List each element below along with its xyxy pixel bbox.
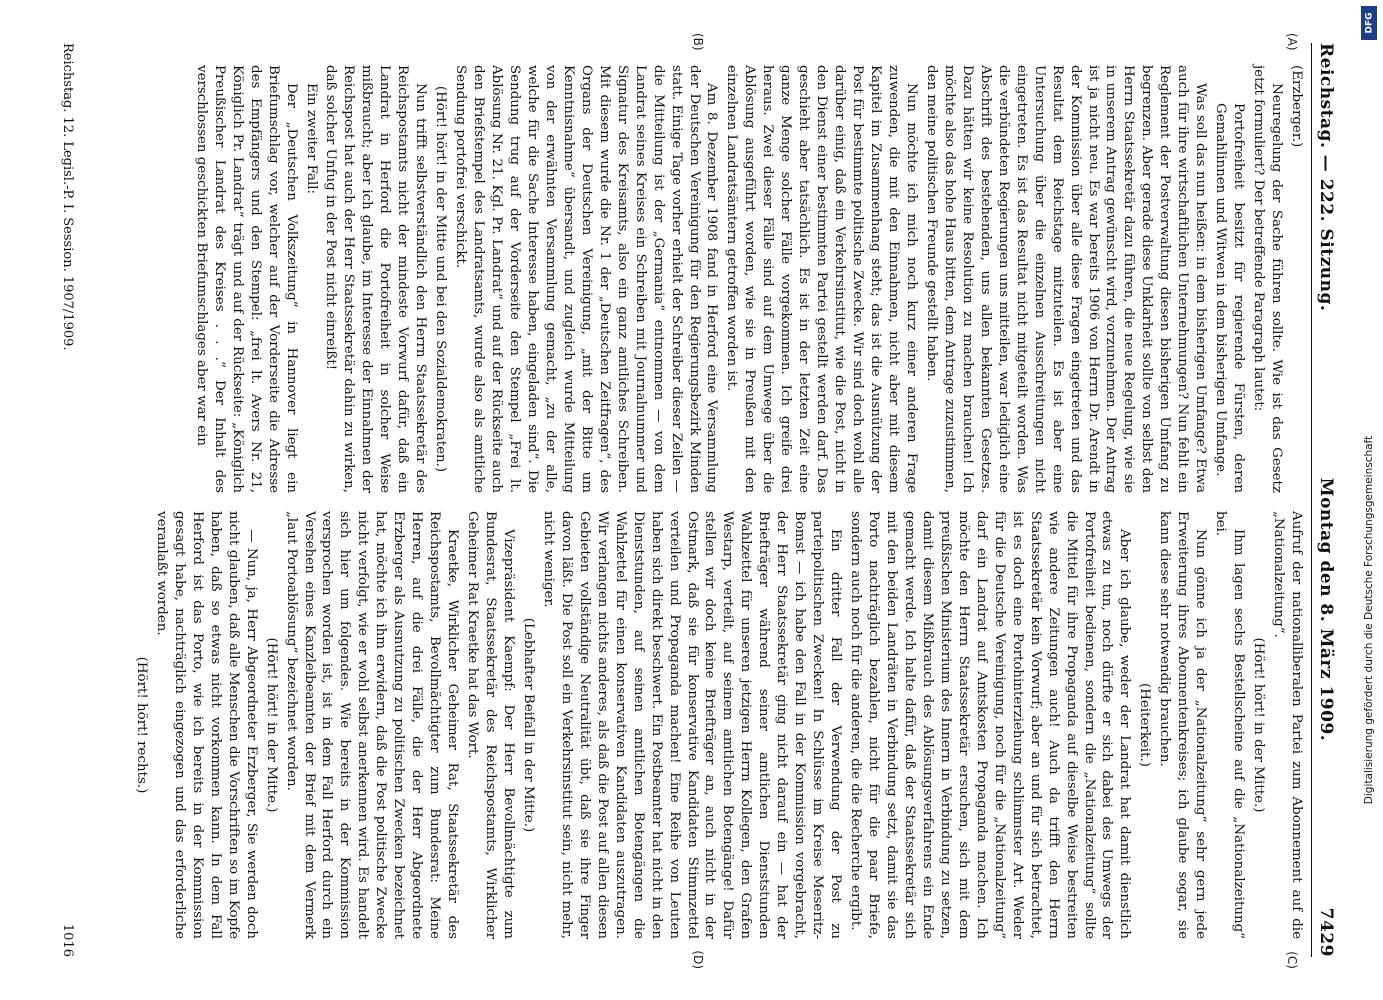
paragraph: Vizepräsident Kaempf: Der Herr Bevollmächtigte zum Bundesrat, Staatssekretär des Reichspostamts, Wirklicher Geheimer Rat Kraetke hat das Wort.	[465, 511, 517, 939]
paragraph: Kraetke, Wirklicher Geheimer Rat, Staatssekretär des Reichspostamts, Bevollmächtigter zum Bundesrat: Meine Herren, auf die drei Fälle, die der Herr Abgeordnete Erzberger als Ausnutzung zu politischen Zwecken bezeichnet hat, möchte ich ihm erwidern, daß die Post politische Zwecke nicht verfolgt, wie er wohl selbst anerkennen wird. Es handelt sich hier um folgendes. Wie bereits in der Kommission versprochen worden ist, ist in dem Fall Herford durch ein Versehen eines Kanzleibeamten der Brief mit dem Vermerk „laut Portoablösung“ bezeichnet worden.	[283, 511, 461, 939]
dfg-funding-note: Digitalisierung gefördert durch die Deutsche Forschungsgemeinschaft	[1363, 435, 1375, 805]
paragraph: — Nun, ja, Herr Abgeordneter Erzberger, Sie werden doch nicht glauben, daß alle Menschen die Vorschriften so im Kopfe haben, daß so etwas nicht vorkommen kann. In dem Fall Herford ist das Porto, wie ich bereits in der Kommission gesagt habe, nachträglich eingezogen und das erforderliche veranlaßt worden.	[153, 511, 259, 939]
paragraph: Der „Deutschen Volkszeitung“ in Hannover liegt ein Briefumschlag vor, welcher auf der Vorderseite die Adresse des Empfängers und den Stempel: „frei lt. Avers Nr. 21, Königlich Pr. Landrat“ trägt und auf der Rückseite: „Königlich Preußischer Landrat des Kreises . . .“ Der Inhalt des verschlossen geschickten Briefumschlages aber war ein	[193, 65, 299, 493]
page-header	[1311, 43, 1345, 957]
interjection: (Heiterkeit.)	[1137, 683, 1153, 767]
interjection: (Hört! hört! in der Mitte.)	[263, 637, 279, 813]
interjection: (Hört! hört! in der Mitte.)	[1251, 637, 1267, 813]
paragraph: Ihm lagen sechs Bestellscheine auf die „Nationalzeitung“ bei.	[1213, 511, 1247, 939]
column-left	[95, 43, 1305, 493]
document-page	[25, 33, 1345, 969]
header-date: Montag den 8. März 1909.	[1316, 477, 1336, 742]
paragraph: Ein dritter Fall der Verwendung der Post zu parteipolitischen Zwecken! In Schlüsse im Kreise Meseritz-Bomst — ich habe den Fall in der Kommission vorgebracht, der Herr Staatssekretär ging nicht darauf ein — hat der Briefträger während seiner amtlichen Dienststunden Wahlzettel für unseren jetzigen Herrn Kollegen, den Grafen Westarp, verteilt, auf seinem amtlichen Botengänge! Dafür stellen wir doch keine Briefträger an, auch nicht in der Ostmark, daß sie für konservative Kandidaten Stimmzettel verteilen und Propaganda machen! Eine Reihe von Leuten haben sich direkt beschwert. Ein Postbeamter hat nicht in den Dienststunden, auf seinen amtlichen Botengängen die Wahlzettel für einen konservativen Kandidaten auszutragen. Wir verlangen nichts anderes, als daß die Post auf allen diesen Gebieten vollständige Neutralität übt, daß sie ihre Finger davon läßt. Die Post soll ein Verkehrsinstitut sein, nicht mehr, nicht weniger.	[540, 511, 844, 939]
paragraph: Ein zweiter Fall:	[303, 83, 319, 195]
interjection: (Lebhafter Beifall in der Mitte.)	[520, 617, 536, 833]
column-right	[95, 511, 1305, 957]
paragraph: Neuregelung der Sache führen sollte. Wie ist das Gesetz jetzt formuliert? Der betreffende Paragraph lautet:	[1251, 65, 1285, 493]
margin-marker-b: (B)	[691, 33, 705, 51]
margin-marker-c: (C)	[1285, 951, 1299, 969]
page-number: 7429	[1316, 907, 1336, 957]
law-quote: Portofreiheit besitzt für regierende Fürsten, deren Gemahlinnen und Witwen in dem bisherigen Umfange.	[1213, 103, 1247, 493]
paragraph: Aber ich glaube, weder der Landrat hat damit dienstlich etwas zu tun, noch dürfte er sich dabei des Umwegs der Portofreiheit bedienen, sondern die „Nationalzeitung“ sollte die Mittel für ihre Propaganda auf dieselbe Weise bestreiten wie andere Zeitungen auch! Auch da trifft den Herrn Staatssekretär kein Vorwurf; aber an und für sich betrachtet, ist es doch eine Portohinterziehung schlimmster Art. Weder für die Deutsche Vereinigung, noch für die „Nationalzeitung“ darf ein Landrat auf Amtskosten Propaganda machen. Ich möchte den Herrn Staatssekretär ersuchen, sich mit dem preußischen Ministerium des Innern in Verbindung zu setzen, damit diesem Mißbrauch des Ablösungsverfahrens ein Ende gemacht werde. Ich halte dafür, daß der Staatssekretär sich mit den beiden Landräten in Verbindung setzt, damit sie das Porto nachträglich bezahlen, nicht für die paar Briefe, sondern auch noch für die anderen, die die Recherche ergibt.	[848, 511, 1133, 939]
margin-marker-a: (A)	[1285, 33, 1299, 51]
text-columns	[95, 43, 1305, 957]
header-left: Reichstag. — 222. Sitzung.	[1316, 43, 1336, 312]
footer-signature-number: 1016	[60, 923, 76, 957]
dfg-logo: DFG	[1361, 6, 1377, 40]
speaker-label: (Erzberger.)	[1289, 65, 1304, 148]
paragraph: Aufruf der nationalliberalen Partei zum Abonnement auf die „Nationalzeitung“.	[1271, 511, 1304, 939]
paragraph: Nun gönne ich ja der „Nationalzeitung“ sehr gern jede Erweiterung ihres Abonnentenkreises; ich glaube sogar, sie kann diese sehr notwendig brauchen.	[1157, 511, 1209, 939]
paragraph: Nun möchte ich mich noch kurz einer anderen Frage zuwenden, die mit den Einnahmen, nicht aber mit diesem Kapitel im Zusammenhang steht; das ist die Ausnützung der Post für bestimmte politische Zwecke. Wir sind doch wohl alle darüber einig, daß ein Verkehrsinstitut, wie die Post, nicht in den Dienst einer bestimmten Partei gestellt werden darf. Das geschieht aber tatsächlich. Es ist in der letzten Zeit eine ganze Menge solcher Fälle vorgekommen. Ich greife drei heraus. Zwei dieser Fälle sind auf dem Umwege über die Ablösung ausgeführt worden, wie sie in Preußen mit den einzelnen Landratsämtern getroffen worden ist.	[724, 65, 919, 493]
paragraph: Am 8. Dezember 1908 fand in Herford eine Versammlung der Deutschen Vereinigung für den Regierungsbezirk Minden statt. Einige Tage vorher erhielt der Schreiber dieser Zeilen — die Mitteilung ist der „Germania“ entnommen — von dem Landrat seines Kreises ein Schreiben mit Journalnummer und Signatur des Kreisamts, also ein ganz amtliches Schreiben. Mit diesem wurde die Nr. 1 der „Deutschen Zeitfragen“, des Organs der Deutschen Vereinigung, „mit der Bitte um Kenntnisnahme“ übersandt, und zugleich wurde Mitteilung von der erwähnten Versammlung gemacht, „zu der alle, welche für die Sache Interesse haben, eingeladen sind“. Die Sendung trug auf der Vorderseite den Stempel „Frei lt. Ablösung Nr. 21. Kgl. Pr. Landrat“ und auf der Rückseite auch den Briefstempel des Landratsamts, wurde also als amtliche Sendung portofrei verschickt.	[453, 65, 720, 493]
margin-marker-d: (D)	[691, 950, 705, 969]
paragraph: Was soll das nun heißen: in dem bisherigen Umfange? Etwa auch für ihre wirtschaftlichen Unternehmungen? Nun fehlt ein Reglement der Postverwaltung diesen bisherigen Umfang zu begrenzen. Aber gerade diese Unklarheit sollte von selbst den Herrn Staatssekretär dazu führen, die neue Regelung, wie sie in unserem Antrag gewünscht wird, vorzunehmen. Der Antrag ist ja nicht neu. Es war bereits 1906 von Herrn Dr. Arendt in der Kommission über alle diese Fragen eingetreten und das Resultat dem Reichstage mitzuteilen. Es ist aber eine Untersuchung über die einzelnen Ausschreitungen nicht eingetreten. Es ist das Resultat nicht mitgeteilt worden. Was die verbündeten Regierungen uns mitteilen, war lediglich eine Abschrift des bestehenden, uns allen bekannten Gesetzes. Dazu hätten wir keine Resolution zu machen brauchen! Ich möchte also das hohe Haus bitten, dem Antrage zuzustimmen, den meine politischen Freunde gestellt haben.	[923, 65, 1209, 493]
dfg-side-strip	[1358, 0, 1380, 1000]
interjection: (Hört! hört! rechts.)	[133, 656, 149, 794]
interjection: (Hört! hört! in der Mitte und bei den Sozialdemokraten.)	[433, 85, 449, 473]
footer-session: Reichstag. 12. Legisl.-P. I. Session. 1907/1909.	[60, 43, 76, 351]
paragraph: Nun trifft selbstverständlich den Herrn Staatssekretär des Reichspostamts nicht der mindeste Vorwurf dafür, daß ein Landrat in Herford die Portofreiheit in solcher Weise mißbraucht; aber ich glaube, im Interesse der Einnahmen der Reichspost hat auch der Herr Staatssekretär dahin zu wirken, daß solcher Unfug in der Post nicht einreißt!	[323, 65, 429, 493]
page-footer	[55, 43, 81, 957]
